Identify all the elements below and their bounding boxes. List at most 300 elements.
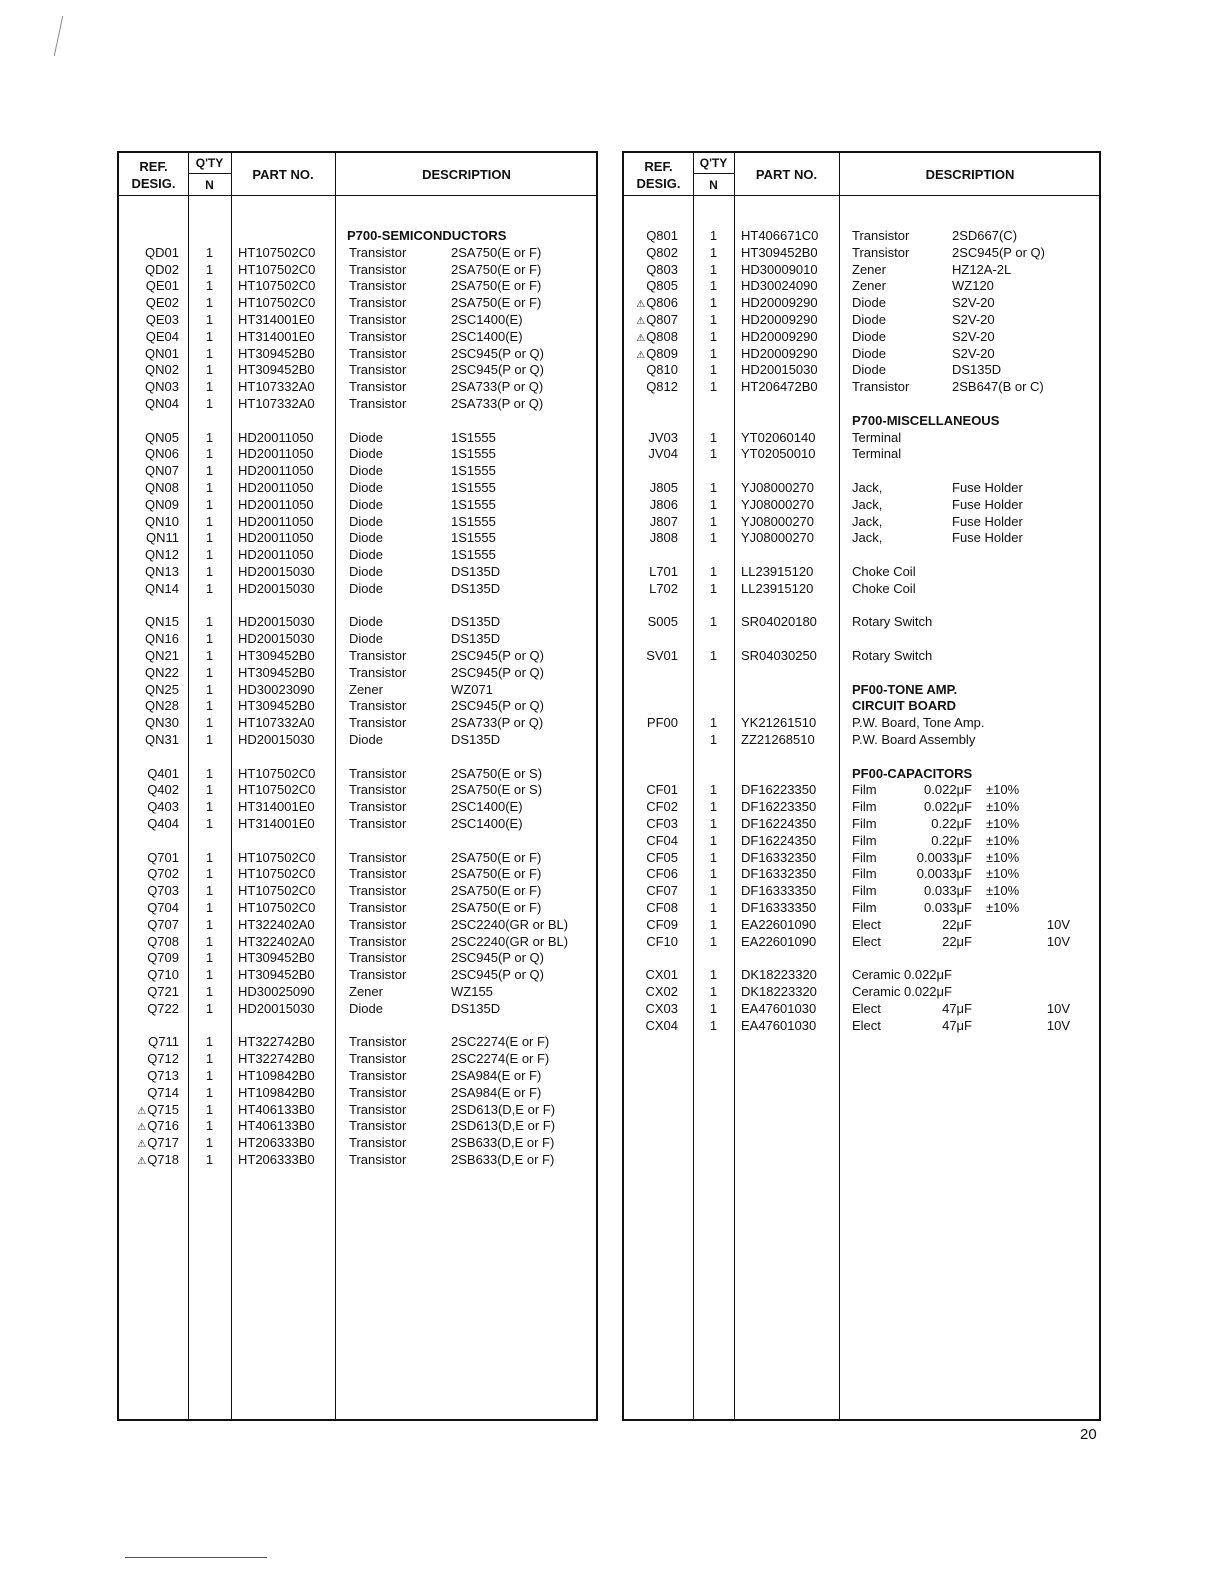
description-type: Film [852,782,877,798]
safety-warning-icon: ⚠ [636,299,646,311]
part-number: YJ08000270 [741,496,815,512]
ref-desig: S005 [647,614,678,630]
part-number: HT406133B0 [238,1101,315,1117]
ref-desig: QN03 [145,379,179,395]
description-type: Diode [349,429,383,445]
ref-desig: J806 [649,496,678,512]
part-number: DF16224350 [741,816,817,831]
ref-desig-text: Q808 [646,328,678,344]
description-value: 1S1555 [451,446,496,462]
ref-desig: QN22 [145,664,179,680]
description-type: Choke Coil [852,564,916,579]
part-number: SR04020180 [741,614,817,630]
description-type: Transistor [349,1101,407,1117]
quantity: 1 [205,580,214,596]
ref-desig: CF08 [646,900,678,915]
description-value: 1S1555 [451,496,496,512]
ref-desig-text: Q806 [646,295,678,311]
ref-desig: Q711 [148,1034,179,1050]
part-number: DF16332350 [741,866,817,882]
part-number: HD20009290 [741,345,818,361]
part-number: YJ08000270 [741,480,815,495]
ref-desig: Q703 [147,883,179,899]
ref-desig [624,295,678,313]
quantity: 1 [709,799,718,815]
description-value: 2SC945(P or Q) [451,950,544,966]
description-type: Diode [349,446,383,462]
part-number: EA22601090 [741,916,817,932]
part-number: HT107502C0 [238,849,316,865]
description-type: Transistor [349,1152,407,1167]
description-value: 22μF [942,933,972,949]
description-value: 1S1555 [451,530,496,546]
quantity: 1 [205,362,214,378]
margin-pencil-mark [54,16,74,56]
part-number: HD20011050 [238,429,314,445]
description-type: Transistor [349,345,407,361]
description-value: 2SA750(E or F) [451,244,542,260]
ref-desig: QN31 [145,732,179,747]
description-value: 2SC1400(E) [451,816,523,831]
description-value: DS135D [952,362,1002,378]
ref-desig: Q401 [147,765,179,781]
description-value: Fuse Holder [952,480,1023,495]
description-type: Transistor [349,396,407,411]
description-type: P.W. Board Assembly [852,732,976,747]
part-number: HT322742B0 [238,1034,315,1050]
quantity: 1 [709,916,718,932]
safety-warning-icon: ⚠ [137,1139,147,1151]
description-type: Film [852,832,877,848]
part-number: DF16333350 [741,883,817,899]
part-number: HT322402A0 [238,933,315,949]
description-type: Transistor [852,244,910,260]
ref-desig: Q708 [147,933,179,949]
quantity: 1 [205,1135,214,1151]
description-value: 0.22μF [931,816,972,831]
description-value: 2SA984(E or F) [451,1084,542,1100]
page-number: 20 [1080,1426,1097,1443]
description-type: Transistor [852,228,910,243]
ref-desig-text: Q716 [147,1118,179,1134]
description-value: 22μF [942,916,972,932]
part-number: HD20011050 [238,496,314,512]
description-value: 0.033μF [924,900,972,915]
ref-desig: J807 [649,513,678,529]
quantity: 1 [205,849,214,865]
description-value: DS135D [451,614,501,630]
quantity: 1 [205,1034,214,1050]
quantity: 1 [709,648,718,663]
quantity: 1 [205,883,214,899]
ref-desig: Q709 [147,950,179,966]
quantity: 1 [205,564,214,579]
quantity: 1 [709,984,718,999]
quantity: 1 [709,496,718,512]
ref-desig: Q802 [646,244,678,260]
description-value: 2SC945(P or Q) [451,664,544,680]
ref-desig: QN30 [145,715,179,731]
quantity: 1 [205,1101,214,1117]
ref-desig: Q707 [147,916,179,932]
description-type: Diode [349,614,383,630]
description-type: Film [852,799,877,815]
description-type: Transistor [349,244,407,260]
ref-desig: L702 [649,580,678,596]
quantity: 1 [709,849,718,865]
part-number: HD30024090 [741,278,818,294]
part-number: DF16332350 [741,849,817,865]
description-type: Film [852,900,877,915]
description-type: Terminal [852,429,902,445]
part-number: HT314001E0 [238,312,315,327]
description-extra: ±10% [986,849,1020,865]
quantity: 1 [709,614,718,630]
header-part-no: PART NO. [755,167,818,182]
ref-desig: CX01 [645,967,678,983]
ref-desig: Q812 [646,379,678,395]
description-value: 2SA750(E or S) [451,765,543,781]
part-number: HT107332A0 [238,715,315,731]
description-value: 2SC1400(E) [451,799,523,815]
part-number: HT107502C0 [238,295,316,311]
description-extra: 10V [1046,1017,1070,1033]
safety-warning-icon: ⚠ [636,332,646,344]
description-value: 1S1555 [451,480,496,495]
ref-desig-text: Q718 [147,1152,179,1167]
quantity: 1 [709,1000,718,1016]
part-number: HD20015030 [238,564,315,579]
description-type: Diode [852,328,886,344]
description-value: 0.033μF [924,883,972,899]
part-number: HT107502C0 [238,866,316,882]
quantity: 1 [205,732,214,747]
part-number: HT107502C0 [238,883,316,899]
quantity: 1 [205,244,214,260]
ref-desig: QN10 [145,513,179,529]
part-number: HT309452B0 [238,362,315,378]
description-type: Jack, [852,530,883,546]
description-type: Diode [349,530,383,546]
quantity: 1 [709,379,718,395]
ref-desig [119,1102,179,1120]
description-value: 2SC945(P or Q) [451,967,544,983]
quantity: 1 [709,883,718,899]
quantity: 1 [205,648,214,663]
description-value: 2SA750(E or F) [451,295,542,311]
description-type: Transistor [349,916,407,932]
description-type: Transistor [349,1068,407,1083]
description-type: Film [852,883,877,899]
description-value: 2SA750(E or F) [451,866,542,882]
ref-desig: QN21 [145,648,179,663]
description-value: 2SC945(P or Q) [451,648,544,663]
quantity: 1 [205,614,214,630]
part-number: YJ08000270 [741,530,815,546]
part-number: HT107502C0 [238,900,316,915]
description-type: Diode [349,480,383,495]
description-type: Film [852,866,877,882]
quantity: 1 [709,312,718,327]
quantity: 1 [709,933,718,949]
description-type: Transistor [349,765,407,781]
part-number: HD20015030 [741,362,818,378]
quantity: 1 [709,564,718,579]
ref-desig: JV04 [648,446,678,462]
description-type: Terminal [852,446,902,462]
quantity: 1 [205,278,214,294]
quantity: 1 [709,278,718,294]
safety-warning-icon: ⚠ [137,1122,147,1134]
part-number: DK18223320 [741,984,817,999]
part-number: HT322402A0 [238,916,315,932]
safety-warning-icon: ⚠ [137,1105,147,1117]
description-extra: ±10% [986,799,1020,815]
quantity: 1 [205,681,214,697]
header-desig: DESIG. [636,176,681,191]
description-type: Jack, [852,496,883,512]
ref-desig-text: Q807 [646,312,678,327]
header-description: DESCRIPTION [422,167,511,182]
quantity: 1 [205,664,214,680]
quantity: 1 [709,345,718,361]
quantity: 1 [205,950,214,966]
description-value: 2SC945(P or Q) [451,362,544,378]
header-ref: REF. [644,159,673,174]
ref-desig-text: Q717 [147,1135,179,1151]
part-number: HT309452B0 [238,950,315,966]
ref-desig: Q403 [147,799,179,815]
description-type: Diode [349,564,383,579]
ref-desig: PF00 [646,715,678,731]
description-value: 2SD667(C) [952,228,1018,243]
description-type: P.W. Board, Tone Amp. [852,715,985,731]
quantity: 1 [205,396,214,411]
quantity: 1 [709,866,718,882]
ref-desig [624,346,678,364]
quantity: 1 [709,228,718,243]
part-number: HT107332A0 [238,379,315,395]
description-value: S2V-20 [952,345,995,361]
ref-desig: CF06 [646,866,678,882]
description-value: 2SA750(E or F) [451,261,542,277]
part-number: HT109842B0 [238,1084,315,1100]
description-value: 2SA733(P or Q) [451,379,544,395]
safety-warning-icon: ⚠ [636,316,646,327]
ref-desig: QN11 [146,530,179,546]
description-type: Diode [852,312,886,327]
description-value: S2V-20 [952,295,995,311]
ref-desig: CX04 [645,1017,678,1033]
header-ref: REF. [139,159,168,174]
quantity: 1 [205,765,214,781]
ref-desig: QN07 [145,463,179,479]
description-extra: 10V [1046,933,1070,949]
ref-desig: CF04 [646,832,678,848]
quantity: 1 [709,1017,718,1033]
quantity: 1 [205,429,214,445]
quantity: 1 [709,530,718,546]
description-extra: 10V [1046,916,1070,932]
ref-desig: Q810 [646,362,678,378]
ref-desig: QN02 [145,362,179,378]
ref-desig: QD02 [145,261,179,277]
ref-desig [119,1118,179,1136]
part-number: LL23915120 [741,564,814,579]
part-number: HT206472B0 [741,379,818,395]
description-value: 2SB633(D,E or F) [451,1152,555,1167]
description-value: 1S1555 [451,463,496,479]
description-type: Rotary Switch [852,648,933,663]
part-number: SR04030250 [741,648,817,663]
quantity: 1 [709,446,718,462]
description-value: S2V-20 [952,328,995,344]
ref-desig-text: Q715 [147,1101,179,1117]
ref-desig: QN12 [145,547,179,563]
quantity: 1 [205,715,214,731]
ref-desig: Q803 [646,261,678,277]
ref-desig: Q710 [147,967,179,983]
quantity: 1 [205,967,214,983]
description-value: 2SB633(D,E or F) [451,1135,555,1151]
part-number: HD20009290 [741,328,818,344]
part-number: YT02050010 [741,446,816,462]
quantity: 1 [205,1068,214,1083]
ref-desig: CF10 [646,933,678,949]
description-value: Fuse Holder [952,530,1023,546]
description-value: 0.22μF [931,832,972,848]
ref-desig [624,329,678,347]
ref-desig: CF02 [646,799,678,815]
description-type: Transistor [349,715,407,731]
ref-desig: Q712 [147,1051,179,1067]
description-type: Transistor [349,1034,407,1050]
description-value: 2SC1400(E) [451,312,523,327]
part-number: HD20011050 [238,530,314,546]
description-type: Transistor [349,648,407,663]
description-type: Transistor [349,799,407,815]
header-desig: DESIG. [131,176,176,191]
description-type: Transistor [349,1135,407,1151]
ref-desig: QE02 [145,295,179,311]
description-value: 2SA750(E or F) [451,849,542,865]
description-value: DS135D [451,732,501,747]
description-type: Transistor [349,950,407,966]
ref-desig: CF05 [646,849,678,865]
description-type: Transistor [349,295,407,311]
description-type: Transistor [349,900,407,915]
description-type: Transistor [349,328,407,344]
description-value: HZ12A-2L [952,261,1012,277]
description-value: 1S1555 [451,547,496,563]
description-type: Transistor [349,866,407,882]
description-value: 0.0033μF [916,866,972,882]
ref-desig: Q704 [147,900,179,915]
quantity: 1 [709,328,718,344]
part-number: LL23915120 [741,580,814,596]
quantity: 1 [205,295,214,311]
part-number: DK18223320 [741,967,817,983]
description-type: Diode [349,547,383,563]
ref-desig: CX02 [645,984,678,999]
parts-table-left [117,151,598,1421]
description-value: 0.022μF [924,782,972,798]
quantity: 1 [709,513,718,529]
header-part-no: PART NO. [252,167,314,182]
ref-desig: QN28 [145,698,179,714]
ref-desig: CF03 [646,816,678,831]
quantity: 1 [205,631,214,647]
part-number: HD20011050 [238,446,314,462]
part-number: ZZ21268510 [741,732,815,747]
part-number: HD20011050 [238,463,314,479]
quantity: 1 [205,698,214,714]
quantity: 1 [709,244,718,260]
ref-desig-text: Q809 [646,345,678,361]
ref-desig: Q713 [147,1068,179,1083]
part-number: HT107332A0 [238,396,315,411]
ref-desig: QN14 [145,580,179,596]
description-value: Fuse Holder [952,496,1023,512]
part-number: HT107502C0 [238,244,316,260]
part-number: HT309452B0 [741,244,818,260]
quantity: 1 [205,463,214,479]
quantity: 1 [205,547,214,563]
section-heading: PF00-CAPACITORS [852,765,973,781]
description-value: 0.022μF [924,799,972,815]
description-type: Transistor [349,883,407,899]
ref-desig [119,1152,179,1170]
quantity: 1 [709,816,718,831]
quantity: 1 [205,345,214,361]
quantity: 1 [709,580,718,596]
part-number: EA22601090 [741,933,817,949]
part-number: HD30023090 [238,681,315,697]
section-heading: P700-MISCELLANEOUS [852,412,1000,428]
part-number: HD20015030 [238,614,315,630]
ref-desig: SV01 [646,648,678,663]
description-value: 2SD613(D,E or F) [451,1101,556,1117]
description-value: 2SA750(E or F) [451,900,542,915]
description-type: Transistor [349,278,407,294]
part-number: DF16223350 [741,782,817,798]
quantity: 1 [205,312,214,327]
description-value: 2SD613(D,E or F) [451,1118,556,1134]
description-type: Jack, [852,480,883,495]
quantity: 1 [205,799,214,815]
part-number: HD30025090 [238,984,315,999]
description-type: Transistor [349,379,407,395]
part-number: HD20009290 [741,312,818,327]
description-extra: ±10% [986,883,1020,899]
ref-desig: Q702 [147,866,179,882]
part-number: HT309452B0 [238,345,315,361]
description-type: Transistor [349,1051,407,1067]
description-value: 2SC945(P or Q) [952,244,1045,260]
quantity: 1 [205,1051,214,1067]
description-type: Diode [852,295,886,311]
quantity: 1 [205,1000,214,1016]
description-type: Zener [349,681,383,697]
quantity: 1 [205,496,214,512]
quantity: 1 [205,984,214,999]
description-type: Elect [852,1017,881,1033]
description-value: S2V-20 [952,312,995,327]
description-type: Transistor [349,849,407,865]
quantity: 1 [205,1118,214,1134]
description-type: Elect [852,916,881,932]
header-qty-n: N [709,178,718,192]
